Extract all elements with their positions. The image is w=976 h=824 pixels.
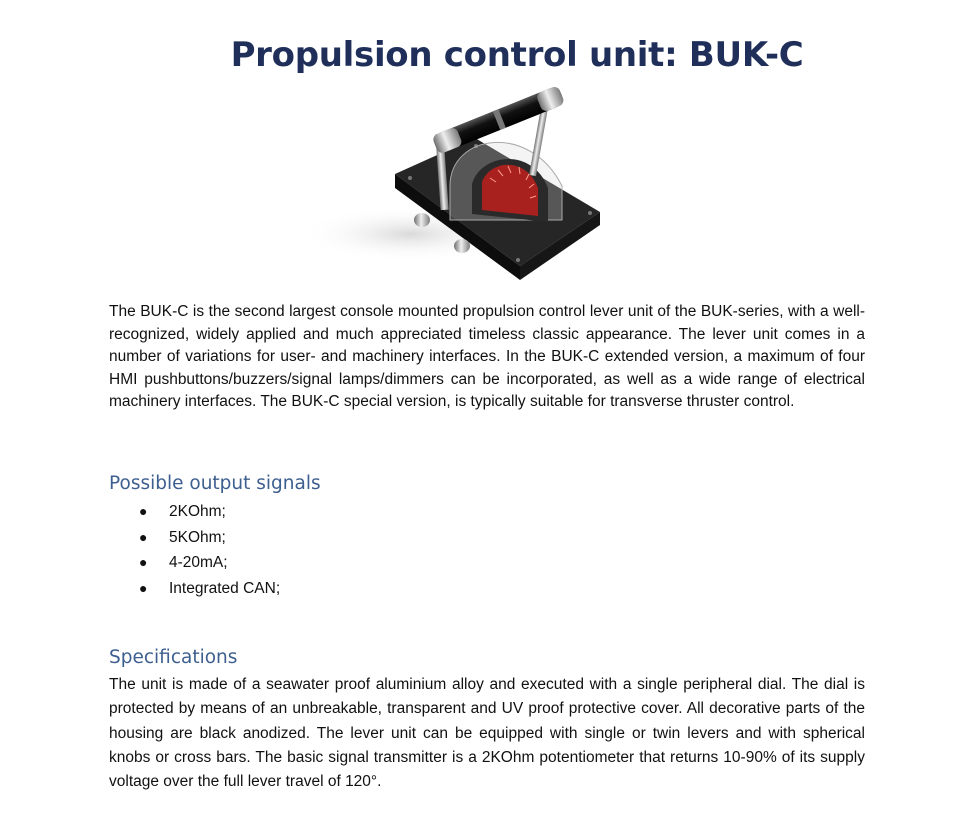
bullet-icon: ● xyxy=(139,579,148,596)
list-item xyxy=(139,550,280,576)
list-item-label: 2KOhm; xyxy=(169,503,226,520)
bullet-icon: ● xyxy=(139,503,148,519)
product-image xyxy=(300,74,620,292)
specifications-heading: Specifications xyxy=(109,647,238,668)
list-item-label: 4-20mA; xyxy=(169,554,228,571)
list-item xyxy=(139,576,280,602)
list-item xyxy=(139,499,280,525)
intro-paragraph: The BUK-C is the second largest console mounted propulsion control lever unit of the BUK-series, with a well-recognized, widely applied and much appreciated timeless classic appearance. The lever unit comes in a number of variations for user- and machinery interfaces. In the BUK-C extended version, a maximum of four HMI pushbuttons/buzzers/signal lamps/dimmers can be incorporated, as well as a wide range of electrical machinery interfaces. The BUK-C special version, is typically suitable for transverse thruster control. xyxy=(109,303,865,410)
page-title: Propulsion control unit: BUK-C xyxy=(230,34,804,75)
bullet-icon: ● xyxy=(139,528,148,545)
output-signals-list xyxy=(139,499,280,601)
specifications-paragraph: The unit is made of a seawater proof aluminium alloy and executed with a single peripheral dial. The dial is protected by means of an unbreakable, transparent and UV proof protective cover. All decorative parts of the housing are black anodized. The lever unit can be equipped with single or twin levers and with spherical knobs or cross bars. The basic signal transmitter is a 2KOhm potentiometer that returns 10-90% of its supply voltage over the full lever travel of 120°. xyxy=(109,676,865,791)
list-item-label: 5KOhm; xyxy=(169,528,226,546)
list-item-label: Integrated CAN; xyxy=(169,579,281,597)
list-item xyxy=(139,525,280,551)
bullet-icon: ● xyxy=(139,554,148,570)
output-signals-heading: Possible output signals xyxy=(109,473,321,494)
